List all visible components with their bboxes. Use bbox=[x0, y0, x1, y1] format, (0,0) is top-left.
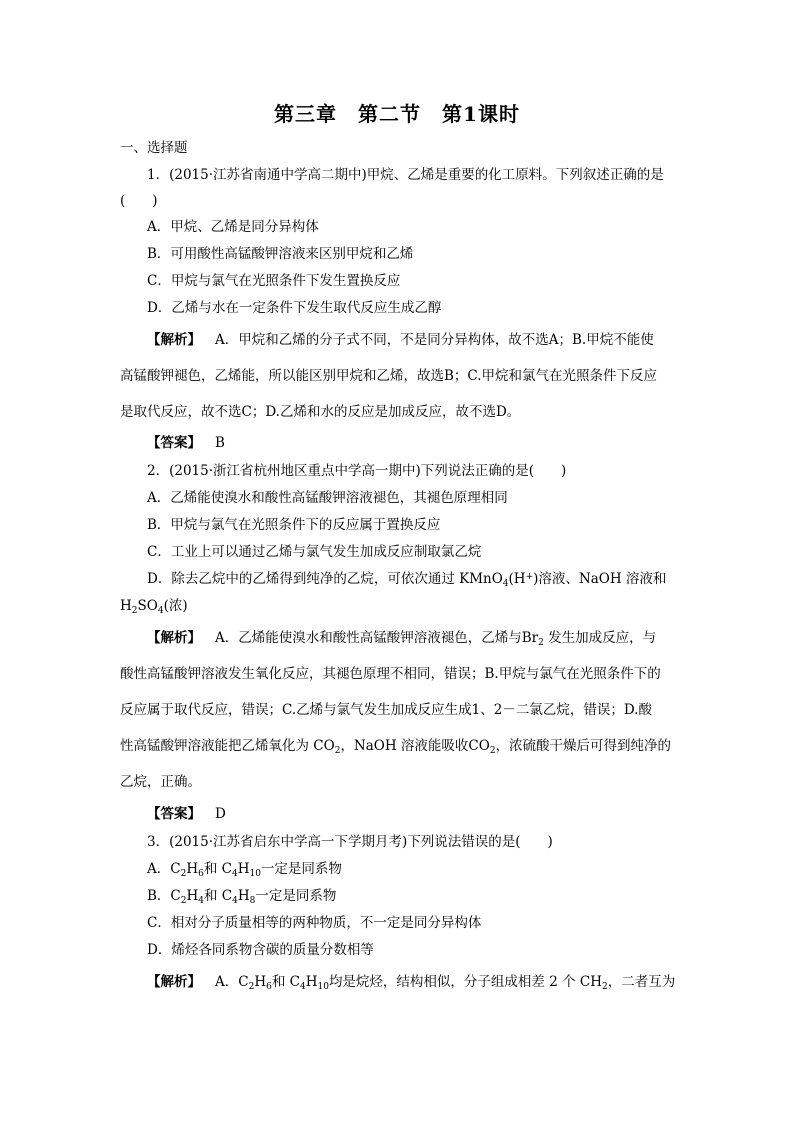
q2-option-c: C．工业上可以通过乙烯与氯气发生加成反应制取氯乙烷 bbox=[147, 544, 482, 560]
q2-analysis-line-2: 酸性高锰酸钾溶液发生氧化反应，其褪色原理不相同，错误；B.甲烷与氯气在光照条件下的 bbox=[120, 666, 661, 682]
q2-answer: 【 答案 】 D bbox=[147, 805, 707, 823]
q2-option-d: D．除去乙烷中的乙烯得到纯净的乙烷，可依次通过 KMnO$_4$(H+)溶液、NaOH 溶液和 bbox=[147, 571, 667, 589]
q1-stem-bracket: ( ) bbox=[120, 193, 158, 209]
analysis-label: 【 解析 】 bbox=[147, 630, 201, 646]
q2-option-d-cont: $H_2SO_4$(浓) bbox=[120, 598, 188, 616]
q1-analysis-line-2: 高锰酸钾褪色，乙烯能，所以能区别甲烷和乙烯，故选B；C.甲烷和氯气在光照条件下反应 bbox=[120, 368, 658, 384]
q1-option-b: B．可用酸性高锰酸钾溶液来区别甲烷和乙烯 bbox=[147, 246, 414, 262]
q1-analysis-line-3: 是取代反应，故不选C；D.乙烯和水的反应是加成反应，故不选D。 bbox=[120, 404, 521, 420]
q2-analysis-line-5: 乙烷，正确。 bbox=[120, 774, 201, 790]
section-heading: 一、选择题 bbox=[120, 140, 188, 156]
q1-answer: 【 答案 】 B bbox=[147, 434, 707, 452]
q1-analysis-line-1: 【 解析 】 A．甲烷和乙烯的分子式不同，不是同分异构体，故不选A；B.甲烷不能使 bbox=[147, 331, 707, 349]
answer-label: 【 答案 】 bbox=[147, 806, 201, 822]
q2-analysis-line-4: 性高锰酸钾溶液能把乙烯氧化为 $CO_2$，NaOH 溶液能吸收$CO_2$，浓硫酸干燥后可得到纯净的 bbox=[120, 738, 672, 756]
q3-option-b: B．$C_2H_4$和 $C_4H_8$一定是同系物 bbox=[147, 888, 337, 906]
q2-option-a: A．乙烯能使溴水和酸性高锰酸钾溶液褪色，其褪色原理相同 bbox=[147, 490, 508, 506]
page-title: 第三章 第二节 第1课时 bbox=[274, 102, 520, 126]
analysis-label: 【 解析 】 bbox=[147, 332, 201, 348]
analysis-label: 【 解析 】 bbox=[147, 974, 201, 990]
q3-stem: 3．(2015·江苏省启东中学高一下学期月考)下列说法错误的是( ) bbox=[147, 834, 553, 850]
q2-stem: 2．(2015·浙江省杭州地区重点中学高一期中)下列说法正确的是( ) bbox=[147, 463, 567, 479]
q2-analysis-line-1: 【 解析 】 A．乙烯能使溴水和酸性高锰酸钾溶液褪色，乙烯与$Br_2$ 发生加成反应，与 bbox=[147, 629, 707, 647]
q3-option-d: D．烯烃各同系物含碳的质量分数相等 bbox=[147, 942, 374, 958]
q1-option-a: A．甲烷、乙烯是同分异构体 bbox=[147, 219, 319, 235]
q3-option-a: A．$C_2H_6$和 $C_4H_{10}$一定是同系物 bbox=[147, 861, 342, 879]
answer-label: 【 答案 】 bbox=[147, 435, 201, 451]
q1-option-c: C．甲烷与氯气在光照条件下发生置换反应 bbox=[147, 273, 401, 289]
q2-option-b: B．甲烷与氯气在光照条件下的反应属于置换反应 bbox=[147, 517, 441, 533]
q3-analysis-line-1: 【 解析 】 A．$C_2H_6$和 $C_4H_{10}$均是烷烃，结构相似，分子组成相差 2 个 $CH_2$，二者互为 bbox=[147, 973, 707, 991]
q1-stem: 1．(2015·江苏省南通中学高二期中)甲烷、乙烯是重要的化工原料。下列叙述正确的是 bbox=[147, 167, 664, 183]
q1-option-d: D．乙烯与水在一定条件下发生取代反应生成乙醇 bbox=[147, 300, 442, 316]
q3-option-c: C．相对分子质量相等的两种物质，不一定是同分异构体 bbox=[147, 915, 482, 931]
q2-analysis-line-3: 反应属于取代反应，错误；C.乙烯与氯气发生加成反应生成1、2－二氯乙烷，错误；D.酸 bbox=[120, 702, 652, 718]
